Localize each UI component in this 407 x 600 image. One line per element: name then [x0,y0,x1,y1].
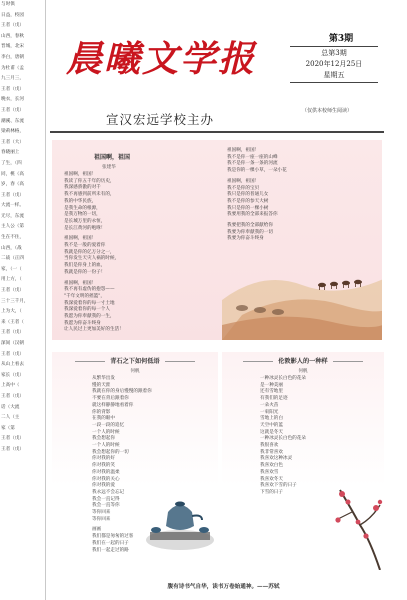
poem-line: 我深感骄傲的对千 [64,185,101,191]
poem-line: 天空中的蓝 [260,422,283,428]
left-column-line: 上为大，（ [1,309,22,315]
poem-line: 一个人的时候 [92,443,120,449]
poem-line: 我非常喜欢 [260,449,283,455]
left-column-line: 深间（汉朝 [1,341,24,346]
left-column-line: 无尽，东流 [1,213,24,219]
poem-line: 我们在一起的日子 [92,540,129,546]
left-column-line: 家长（戊） [1,372,24,378]
heading-divider [165,361,195,362]
teaset-illustration [144,482,216,554]
poem-line: 我的中华民族， [64,198,97,204]
poem-line: 我只是你的普通儿女 [227,192,269,198]
poem-line: 祖国啊，祖国！ [227,178,260,184]
poem-left-lines [64,172,214,334]
left-column-line: 主人公（第 [1,224,24,230]
poem-line: 我要用我的全部来报答你 [227,212,278,218]
left-column-line: 二人（主 [1,415,20,421]
poem-line: 我喜欢下雪的日子 [260,483,297,489]
left-column-line: 王者（戊） [1,436,24,442]
footer-quote: 腹有诗书气自华，读书万卷始通神。——苏轼 [167,584,280,590]
poem-line: 我不是你一条一条的河流 [227,161,278,167]
issue-total: 总第3期 [321,49,347,57]
poem-right-lines [227,148,377,243]
poem-line: 你对我的关心 [92,476,120,482]
poem-line: 我愿为你奋斗终身 [64,320,101,326]
poem-line: 我会一直记得 [92,496,120,502]
poem-title: 祖国啊，祖国 [94,154,131,161]
issue-number: 第3期 [328,34,354,44]
poem-line: 一个人的时候 [92,429,120,435]
poem-line: 一段一段的追忆 [92,422,125,428]
poem-left [64,152,214,334]
bottom-right-section [222,352,384,576]
poem-line: 祖国啊，祖国！ [64,172,97,177]
poem-line: 就这样静静地看着你 [92,402,134,408]
poem-line: 是我生命的根源， [64,205,101,211]
issue-weekday: 星期五 [323,71,345,79]
poem-line: 我永远不会忘记 [92,489,125,495]
poem-line: 一种冰灵长白色的花朵 [260,376,306,381]
left-column-line: 来（王者（ [1,319,24,325]
left-column-line: 梁莉林格， [1,129,24,135]
top-poem-section [52,140,382,340]
poem-line: 在我的眼中 [92,416,115,422]
left-column-line: 用上方，（ [1,277,22,283]
poem-line: 我就在你的身后慢慢的跟着你 [92,389,152,395]
poem-line: 我们一起走过的路 [92,547,129,553]
masthead-title: 晨曦文学报 [66,38,257,80]
poem-line: 我要把我的全部献给你 [227,223,273,229]
left-column-line: 同，桃（高 [1,171,24,177]
poem-line: 我不再有虚伪的抱怨—— [64,287,115,293]
poem-line: 是长江黄河的咆哮！ [64,225,106,231]
poem-line: 我会想起你 [92,436,115,442]
poem-line: 我们都是匆匆的过客 [92,534,134,540]
left-column-line: 王者（大） [1,139,24,145]
poem-line: 是我万物的一切， [64,212,101,218]
left-column-line: 春晓丽上 [1,150,20,156]
poem-line: 祖国啊，祖国！ [227,148,260,153]
distribution-note: （仅供本校师生阅读） [302,108,353,114]
poem-line: 当你发生天灾人祸的时候， [64,256,120,262]
left-column-line: 王者（戊） [1,351,24,357]
left-column-line: 家（第 [1,425,15,431]
poem-line: 下雪的日子 [260,489,283,495]
bottom-left-heading-row [52,356,218,365]
poem-line: 等你回来 [92,510,111,516]
poem-line: 我要为你奉献我的一切 [227,229,273,235]
bottom-left-section [52,352,218,576]
poem-line: 一种冰灵长白色的花朵 [260,436,306,442]
left-column-line: 王者（戊） [1,330,24,336]
left-column-line: 王者（戊） [1,192,24,198]
left-column-line: 三十三千月， [1,298,29,304]
left-column-line: 潮溪、东流 [1,118,24,124]
poem-line: 我不是你一座一座的山峰 [227,154,278,160]
left-column-line: 日益，校园 [1,12,24,18]
poem-line: 从繁华出发 [92,376,115,381]
poem-line: 还有雪地里 [260,389,283,395]
poem-line: 我喜欢这种冰灵 [260,456,293,462]
left-column-line: 李白，唐朝 [1,54,24,60]
poem-line: 一朵火苗 [260,402,279,408]
poem-line: 我要为你奋斗终身 [227,236,264,242]
bottom-left-lines [92,376,152,554]
sponsor-line: 宣汉宏远学校主办 [106,112,215,127]
poem-line: 我不是一般的爱着你 [64,243,106,249]
left-overflow-column [0,0,46,600]
plum-blossom-illustration [330,480,384,570]
left-column-line: 王者（戊） [1,23,24,29]
bottom-left-heading: 青石之下如何低语 [110,358,160,365]
left-column-line: 山西，春秋 [1,33,24,39]
issue-info-box [290,46,378,83]
left-column-line: 王者（戊） [1,446,24,452]
left-column-line: 了生，（四 [1,160,22,166]
poem-line: 不要在背后跟着你 [92,396,129,402]
left-column-line: 为杜甫（孟 [1,65,24,71]
left-column-line: 家，（一（ [1,266,22,272]
poem-line: 我们是你身上的血， [64,263,106,269]
poem-line: 是长城万里的永恒， [64,218,106,224]
left-column-line: 王者（戊） [1,86,24,92]
left-column-line: 话（大流 [1,404,20,410]
poem-line: 我深爱着你的每一寸土地 [64,300,115,306]
poem-line: 有我们的足迹 [260,396,288,402]
poem-line: 你对我的爱 [92,483,115,489]
poem-line: 我会想起你的一切 [92,449,129,455]
poem-line: 我就是你的亿万分之一， [64,249,115,255]
poem-line: 雪地上的白 [260,416,283,422]
poem-line: 祖国啊，祖国！ [64,280,97,286]
poem-right [227,148,377,243]
poem-line: 慢的天涯 [92,382,111,388]
poem-line: 我只是你的一棵小树 [227,205,269,211]
poem-line: 这就是冬天 [260,429,283,435]
poem-line: 你对我的笑 [92,463,115,469]
bottom-right-author: 何帆 [298,369,308,374]
poem-line: 是一种美丽 [260,382,283,388]
poem-line: 我就是你的一份子！ [64,269,106,275]
poem-line: 等你回来 [92,516,111,522]
poem-line: 我不是你的参天大树 [227,198,269,204]
left-column-line: 岁，春（高 [1,182,24,188]
poem-line: 祖国啊，祖国！ [64,236,97,242]
left-column-line: 与时俱 [1,2,15,7]
heading-divider [333,361,363,362]
poem-line: 我深爱着你的每一个人 [64,307,110,313]
heading-divider [75,361,105,362]
poem-line: 你对我的温柔 [92,469,120,475]
poem-line: 我是你的一棵小草，一朵小花 [227,168,287,174]
masthead-rule [50,131,384,133]
left-column-line: 生在不住， [1,235,24,241]
poem-line: 我喜欢雪 [260,469,279,475]
poem-line: 我读了你五千年的历史， [64,178,115,184]
poem-line: 我很喜欢 [260,443,279,449]
poem-line: 一束阳光 [260,409,279,415]
left-column-line: 王者（戊） [1,393,24,399]
poem-author: 张建华 [102,165,116,170]
poem-line: 我愿为你奉献我的一生， [64,314,115,320]
left-column-line: 从山上看去 [1,362,24,368]
poem-line: 我会一直等你 [92,503,120,509]
bottom-left-author: 何帆 [130,369,140,374]
poem-line: 我不再感到前所未有的， [64,192,115,198]
poem-line: 我不是你的宝贝 [227,185,260,191]
left-column-line: 二战（正四 [1,256,24,262]
poem-line: 你对我的好 [92,456,115,462]
poem-line: 我喜欢白色 [260,463,283,469]
left-column-line: 王者（戊） [1,107,24,113]
left-column-line: 山西，（战 [1,245,22,251]
heading-divider [243,361,273,362]
issue-date: 2020年12月25日 [305,60,363,68]
left-column-line: 大流一样。 [1,203,24,209]
bottom-right-lines [260,376,306,497]
poem-line: 让人民过上更加美好的生活！ [64,327,124,333]
poem-line: 我喜欢冬天 [260,476,283,482]
left-column-line: 晋城，北宋 [1,44,24,50]
poem-line: 画画 [92,527,102,533]
poem-line: "千年文明的摇篮"， [64,293,105,299]
bottom-right-heading: 伦敦影人的一种样 [278,358,328,365]
left-column-line: 晚衣，长河 [1,97,24,103]
poem-line: 你的背影 [92,409,111,415]
left-column-line: 上高中（ [1,383,20,389]
desert-camel-illustration [222,230,382,340]
bottom-right-heading-row [222,356,384,365]
left-column-line: 王者（戊） [1,288,24,294]
left-column-line: 九三月三， [1,76,24,82]
